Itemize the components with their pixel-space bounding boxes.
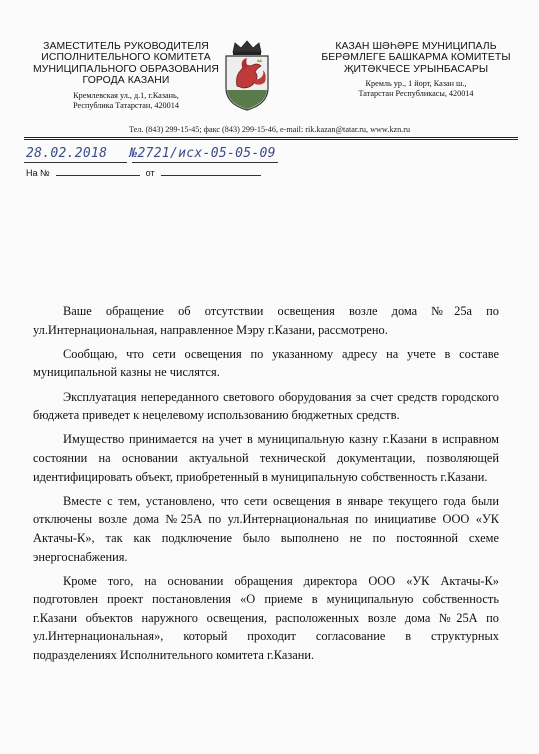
address-tatar [316, 79, 516, 99]
reference-label: На № [26, 168, 50, 178]
body-paragraph-2: Сообщаю, что сети освещения по указанному адресу на учете в составе муниципальной казны не числятся. [33, 346, 499, 380]
body-paragraph-5: Вместе с тем, установлено, что сети освещения в январе текущего года были отключены возле дома №25А по ул.Интернациональная по инициативе ООО «УК Актачы-К», так как подключение было выполнено не по постоянной схеме энергоснабжения. [33, 493, 499, 564]
letter-body [33, 302, 499, 670]
reference-line [26, 168, 261, 178]
registration-date: 28.02.2018 [26, 146, 108, 161]
body-paragraph-4: Имущество принимается на учет в муниципальную казну г.Казани в исправном состоянии на основании актуальной технической документации, позволяющей идентифицировать объект, приобретенный в муниципальную собственность г.Казани. [33, 432, 499, 484]
date-underline [24, 162, 127, 163]
registration-number: №2721/исх-05-05-09 [129, 146, 276, 161]
body-paragraph-1: Ваше обращение об отсутствии освещения возле дома №25а по ул.Интернациональная, направленное Мэру г.Казани, рассмотрено. [33, 304, 499, 337]
header-divider-thin [24, 139, 518, 140]
reference-from-label: от [145, 168, 155, 178]
org-name-tatar: КАЗАН ШӘҺӘРЕ МУНИЦИПАЛЬ БЕРӘМЛЕГЕ БАШКАРМА КОМИТЕТЫ ҖИТӘКЧЕСЕ УРЫНБАСАРЫ [321, 41, 511, 75]
header-divider [24, 137, 518, 138]
body-paragraph-3: Эксплуатация непереданного светового оборудования за счет средств городского бюджета приведет к нецелевому использованию бюджетных средств. [33, 389, 499, 423]
address-tatar-line2: Татарстан Республикасы, 420014 [358, 89, 474, 99]
address-tatar-line1: Кремль ур., 1 йорт, Казан ш., [365, 79, 467, 89]
header-left-block [26, 41, 226, 111]
header-right-block [316, 41, 516, 99]
address-russian-line2: Республика Татарстан, 420014 [73, 100, 179, 110]
contact-line: Тел. (843) 299-15-45; факс (843) 299-15-46, e-mail: rik.kazan@tatar.ru, www.kzn.ru [128, 125, 411, 134]
address-russian-line1: Кремлевская ул., д.1, г.Казань, [73, 90, 179, 100]
number-underline [132, 162, 278, 163]
kazan-coat-of-arms-icon [221, 40, 273, 112]
body-paragraph-6: Кроме того, на основании обращения директора ООО «УК Актачы-К» подготовлен проект постановления «О приеме в муниципальную собственность г.Казани объектов наружного освещения, расположенных возле дома №25А по ул.Интернациональная», который проходит согласование в структурных подразделениях Исполнительного комитета г.Казани. [33, 573, 499, 663]
reference-number-blank [56, 175, 140, 176]
address-russian [26, 91, 226, 111]
reference-date-blank [161, 175, 261, 176]
org-name-russian: ЗАМЕСТИТЕЛЬ РУКОВОДИТЕЛЯ ИСПОЛНИТЕЛЬНОГО КОМИТЕТА МУНИЦИПАЛЬНОГО ОБРАЗОВАНИЯ ГОРОДА КАЗАНИ [32, 41, 220, 87]
registration-stamp [26, 146, 276, 161]
